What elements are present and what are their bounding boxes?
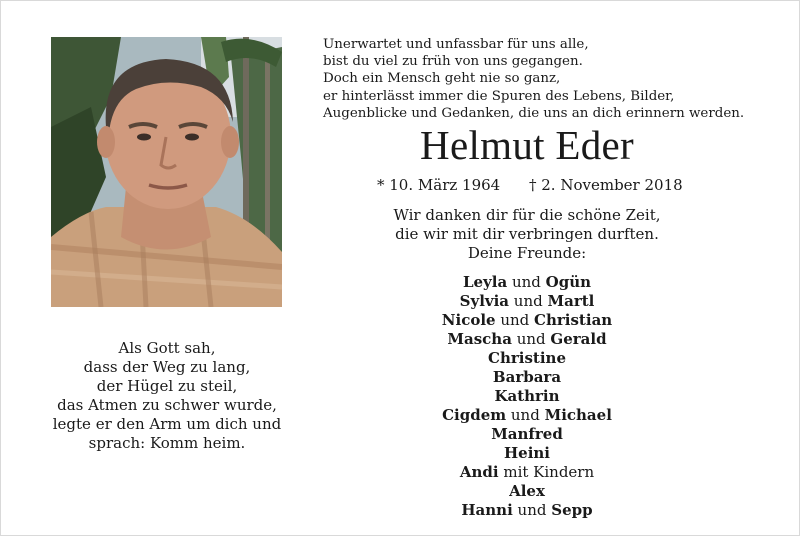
friend-row <box>323 368 731 387</box>
friend-name: Cigdem <box>442 406 507 424</box>
friend-row <box>323 330 731 349</box>
poem-line: Als Gott sah, <box>118 339 216 357</box>
friend-name: Nicole <box>441 311 496 329</box>
friend-name: Martl <box>547 292 595 310</box>
friend-row <box>323 425 731 444</box>
friend-join: und <box>511 330 551 348</box>
quote-line: Unerwartet und unfassbar für uns alle, <box>323 37 589 52</box>
friend-name: Leyla <box>462 273 508 291</box>
friend-name: Christine <box>488 349 566 367</box>
birth-date: * 10. März 1964 <box>377 176 501 194</box>
friend-name: Christian <box>534 311 613 329</box>
friend-name: Heini <box>503 444 551 462</box>
friend-row <box>323 349 731 368</box>
friend-join: und <box>509 292 548 310</box>
thanks-line: Deine Freunde: <box>467 244 587 262</box>
friend-name: Ogün <box>545 273 592 291</box>
friend-name: Alex <box>509 482 545 500</box>
friend-name: Manfred <box>491 425 563 443</box>
friend-join: und <box>495 311 535 329</box>
friend-join: und <box>506 406 545 424</box>
poem-line: das Atmen zu schwer wurde, <box>57 396 277 414</box>
quote-line: er hinterlässt immer die Spuren des Lebens, Bilder, <box>323 88 675 104</box>
friend-name: Sepp <box>551 501 593 519</box>
friend-name: Gerald <box>550 330 607 348</box>
friend-join: mit Kindern <box>498 463 595 481</box>
deceased-name: Helmut Eder <box>420 122 634 168</box>
poem-line: der Hügel zu steil, <box>96 377 238 395</box>
death-date: † 2. November 2018 <box>529 176 683 194</box>
quote-line: bist du viel zu früh von uns gegangen. <box>323 54 583 70</box>
friend-row <box>323 311 731 330</box>
friend-row <box>323 273 731 292</box>
friend-row <box>323 482 731 501</box>
friend-name: Kathrin <box>494 387 560 405</box>
quote-text <box>323 36 763 122</box>
friend-row <box>323 387 731 406</box>
friend-name: Hanni <box>461 501 513 519</box>
poem-text <box>41 339 293 453</box>
friend-row <box>323 406 731 425</box>
friend-name: Andi <box>459 463 499 481</box>
friend-row <box>323 501 731 520</box>
friend-name: Sylvia <box>459 292 510 310</box>
quote-line: Doch ein Mensch geht nie so ganz, <box>323 71 561 87</box>
friend-name: Michael <box>544 406 612 424</box>
friends-list <box>323 273 731 520</box>
poem-line: sprach: Komm heim. <box>88 434 246 452</box>
friend-join: und <box>507 273 546 291</box>
friend-name: Barbara <box>492 368 562 386</box>
poem-line: dass der Weg zu lang, <box>83 358 251 376</box>
friend-row <box>323 292 731 311</box>
poem-line: legte er den Arm um dich und <box>52 415 282 433</box>
friend-row <box>323 463 731 482</box>
friend-name: Mascha <box>447 330 512 348</box>
portrait-photo <box>51 37 282 307</box>
quote-line: Augenblicke und Gedanken, die uns an dich erinnern werden. <box>323 105 745 121</box>
friend-row <box>323 444 731 463</box>
thanks-text <box>323 206 731 263</box>
friend-join: und <box>512 501 552 519</box>
thanks-line: die wir mit dir verbringen durften. <box>395 225 659 243</box>
thanks-line: Wir danken dir für die schöne Zeit, <box>393 206 661 224</box>
